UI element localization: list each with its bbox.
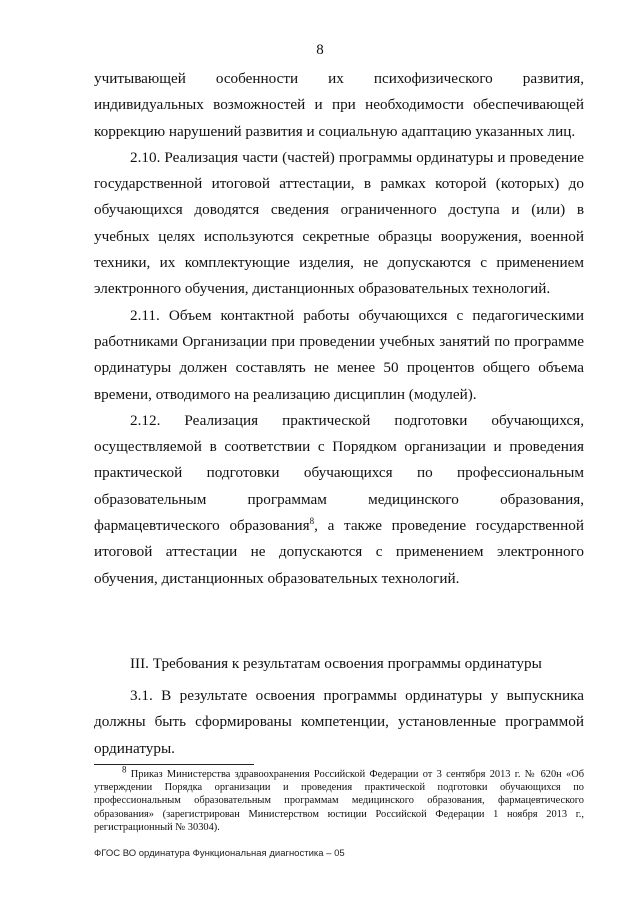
section-2-body: [94, 66, 584, 592]
paragraph-continuation: учитывающей особенности их психофизического развития, индивидуальных возможностей и при необходимости обеспечивающей коррекцию нарушений развития и социальную адаптацию указанных лиц.: [94, 70, 584, 140]
footnote-text: Приказ Министерства здравоохранения Российской Федерации от 3 сентября 2013 г. № 620н «Об утверждении Порядка организации и проведения практической подготовки обучающихся по профессиональным образовательным программам медицинского образования, фармацевтического образования» (зарегистрирован Министерством юстиции Российской Федерации 1 ноября 2013 г., регистрационный № 30304).: [94, 769, 584, 833]
paragraph-3-1: 3.1. В результате освоения программы ординатуры у выпускника должны быть сформированы компетенции, установленные программой ординатуры.: [94, 687, 584, 757]
footnote: [94, 764, 584, 834]
footnote-marker: 8: [122, 764, 127, 775]
page-footer: ФГОС ВО ординатура Функциональная диагностика – 05: [94, 848, 345, 859]
section-3-heading: III. Требования к результатам освоения программы ординатуры: [130, 655, 542, 672]
paragraph-2-12-text-before: 2.12. Реализация практической подготовки обучающихся, осуществляемой в соответствии с Порядком организации и проведения практической подготовки обучающихся по профессиональным образовательным программам медицинского образования, фармацевтического образования: [94, 411, 584, 535]
footnote-reference: 8: [309, 515, 315, 526]
page-number: 8: [316, 42, 324, 58]
paragraph-2-10: 2.10. Реализация части (частей) программы ординатуры и проведение государственной итоговой аттестации, в рамках которой (которых) до обучающихся доводятся сведения ограниченного доступа и (или) в учебных целях используются секретные образцы вооружения, военной техники, их комплектующие изделия, не допускаются с применением электронного обучения, дистанционных образовательных технологий.: [94, 148, 584, 298]
footnote-separator: [94, 764, 254, 765]
paragraph-2-12-text-after: , а также проведение государственной итоговой аттестации не допускаются с применением электронного обучения, дистанционных образовательных технологий.: [94, 517, 584, 587]
section-3-body: [94, 683, 584, 762]
paragraph-2-12: [94, 408, 584, 592]
paragraph-2-11: 2.11. Объем контактной работы обучающихся с педагогическими работниками Организации при проведении учебных занятий по программе ординатуры должен составлять не менее 50 процентов общего объема времени, отводимого на реализацию дисциплин (модулей).: [94, 306, 584, 403]
